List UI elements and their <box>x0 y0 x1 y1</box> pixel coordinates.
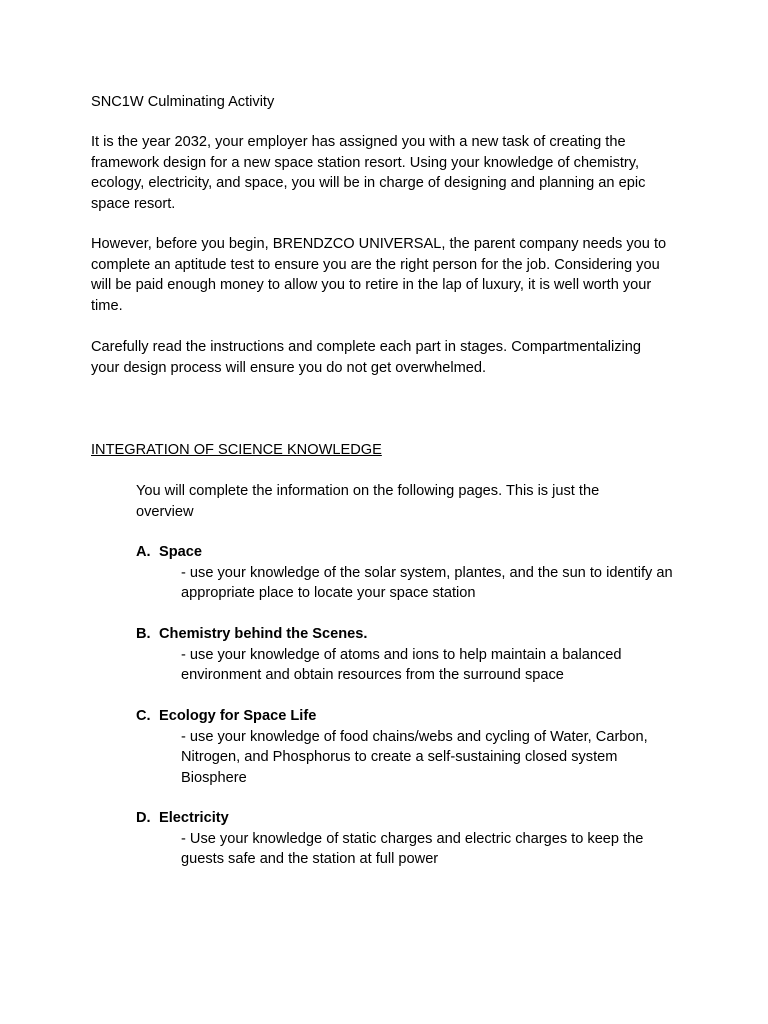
part-heading <box>136 624 696 645</box>
part-b <box>136 624 696 686</box>
part-description: - Use your knowledge of static charges and electric charges to keep the guests safe and the station at full power <box>181 830 644 868</box>
document-title: SNC1W Culminating Activity <box>91 94 275 110</box>
prerequisite-paragraph: However, before you begin, BRENDZCO UNIVERSAL, the parent company needs you to complete an aptitude test to ensure you are the right person for the job. Considering you will be paid enough money to allow you to retire in the lap of luxury, it is well worth your time. <box>91 236 667 314</box>
part-heading <box>136 706 696 727</box>
part-a <box>136 542 696 604</box>
part-letter: B. <box>136 626 151 642</box>
part-heading <box>136 808 696 829</box>
part-heading <box>136 542 696 563</box>
part-c <box>136 706 696 788</box>
part-title: Electricity <box>159 810 229 826</box>
part-description: - use your knowledge of atoms and ions to help maintain a balanced environment and obtain resources from the surround space <box>181 646 622 684</box>
intro-paragraph: It is the year 2032, your employer has assigned you with a new task of creating the framework design for a new space station resort. Using your knowledge of chemistry, ecology, electricity, and space, you will be in charge of designing and planning an epic space resort. <box>91 134 646 212</box>
overview-text: You will complete the information on the following pages. This is just the overview <box>136 483 600 520</box>
section-heading: INTEGRATION OF SCIENCE KNOWLEDGE <box>91 442 382 458</box>
part-description: - use your knowledge of food chains/webs and cycling of Water, Carbon, Nitrogen, and Phosphorus to create a self-sustaining closed system Biosphere <box>181 728 648 786</box>
part-title: Chemistry behind the Scenes. <box>159 626 368 642</box>
part-letter: C. <box>136 708 151 724</box>
instructions-paragraph: Carefully read the instructions and complete each part in stages. Compartmentalizing your design process will ensure you do not get overwhelmed. <box>91 339 641 376</box>
part-letter: D. <box>136 810 151 826</box>
part-title: Ecology for Space Life <box>159 708 317 724</box>
part-letter: A. <box>136 544 151 560</box>
part-description: - use your knowledge of the solar system, plantes, and the sun to identify an appropriate place to locate your space station <box>181 564 673 602</box>
part-d <box>136 808 696 870</box>
part-title: Space <box>159 544 202 560</box>
